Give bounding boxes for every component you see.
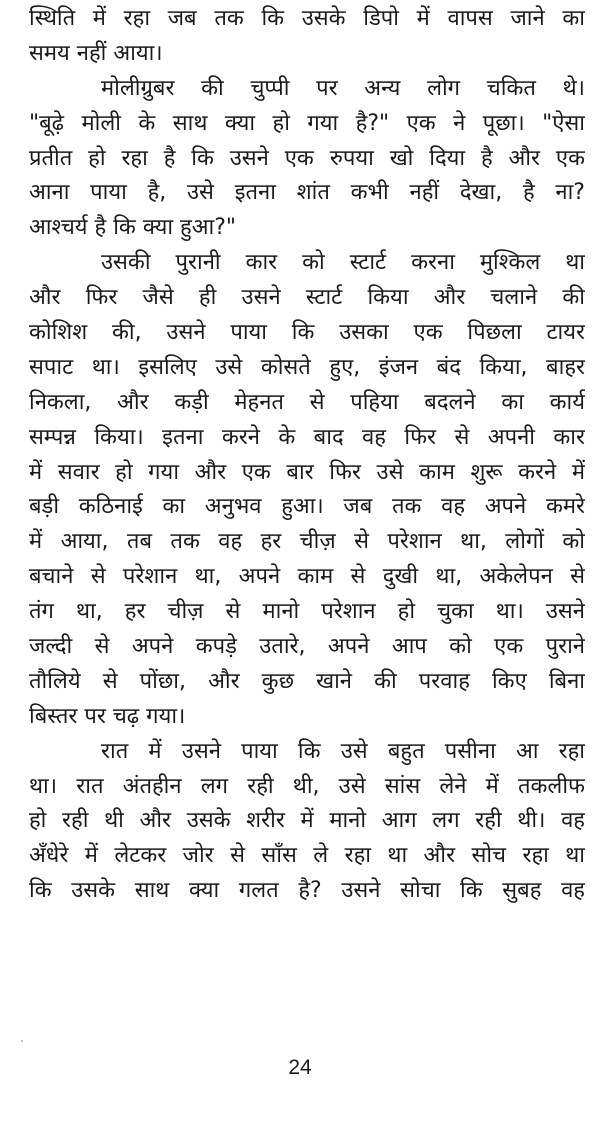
text-line: मोलीग्रुबर की चुप्पी पर अन्य लोग चकित थे। [101, 75, 585, 101]
text-line: सपाट था। इसलिए उसे कोसते हुए, इंजन बंद किया, बाहर [29, 354, 585, 380]
text-line: तंग था, हर चीज़ से मानो परेशान हो चुका था। उसने [29, 599, 585, 625]
text-line: उसकी पुरानी कार को स्टार्ट करना मुश्किल था [101, 250, 585, 276]
text-line: रात में उसने पाया कि उसे बहुत पसीना आ रहा [101, 738, 585, 764]
text-line: सम्पन्न किया। इतना करने के बाद वह फिर से अपनी कार [29, 424, 585, 450]
text-line: बिस्तर पर चढ़ गया। [29, 703, 186, 729]
text-line: बचाने से परेशान था, अपने काम से दुखी था, अकेलेपन से [29, 564, 585, 590]
text-line: बड़ी कठिनाई का अनुभव हुआ। जब तक वह अपने कमरे [29, 494, 585, 520]
scan-speck [21, 1040, 23, 1042]
page-number: 24 [288, 1056, 312, 1079]
text-line: में आया, तब तक वह हर चीज़ से परेशान था, लोगों को [29, 529, 585, 555]
text-line: आश्चर्य है कि क्या हुआ?" [29, 215, 237, 241]
text-line: हो रही थी और उसके शरीर में मानो आग लग रही थी। वह [29, 808, 585, 834]
text-line: कि उसके साथ क्या गलत है? उसने सोचा कि सुबह वह [29, 878, 585, 904]
text-line: निकला, और कड़ी मेहनत से पहिया बदलने का कार्य [29, 389, 585, 415]
text-line: जल्दी से अपने कपड़े उतारे, अपने आप को एक पुराने [29, 634, 585, 660]
text-line: प्रतीत हो रहा है कि उसने एक रुपया खो दिया है और एक [29, 145, 585, 171]
text-line: में सवार हो गया और एक बार फिर उसे काम शुरू करने में [29, 459, 585, 485]
text-line: था। रात अंतहीन लग रही थी, उसे सांस लेने में तकलीफ [29, 773, 585, 799]
text-line: "बूढ़े मोली के साथ क्या हो गया है?" एक ने पूछा। "ऐसा [29, 110, 585, 136]
body-text [29, 2, 585, 909]
text-line: स्थिति में रहा जब तक कि उसके डिपो में वापस जाने का [29, 6, 585, 31]
text-line: कोशिश की, उसने पाया कि उसका एक पिछला टायर [29, 320, 585, 346]
text-line: तौलिये से पोंछा, और कुछ खाने की परवाह किए बिना [29, 668, 585, 694]
text-line: और फिर जैसे ही उसने स्टार्ट किया और चलाने की [29, 285, 585, 311]
text-line: आना पाया है, उसे इतना शांत कभी नहीं देखा, है ना? [29, 180, 585, 206]
text-line: अँधेरे में लेटकर जोर से साँस ले रहा था और सोच रहा था [29, 843, 585, 869]
text-line: समय नहीं आया। [29, 40, 163, 66]
